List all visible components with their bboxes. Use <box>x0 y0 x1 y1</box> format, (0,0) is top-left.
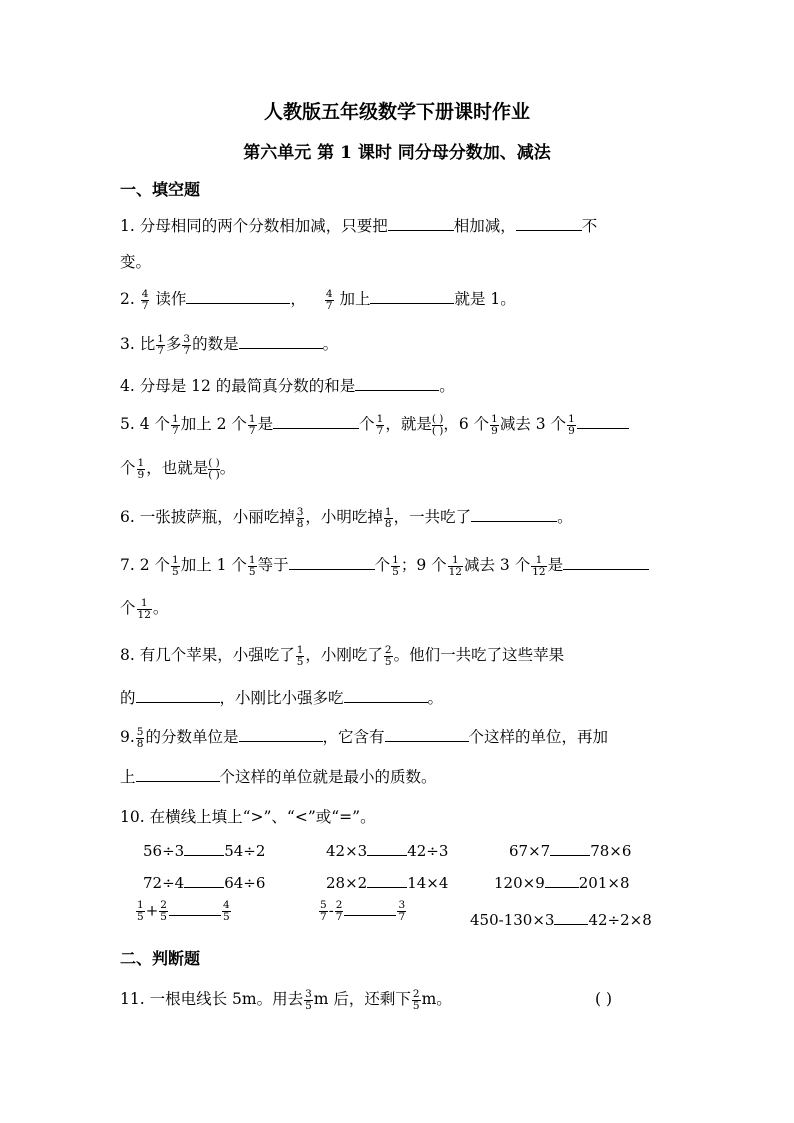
q10-blank-9[interactable] <box>554 909 588 925</box>
question-1-line2: 变。 <box>120 253 152 271</box>
q3-fraction-2: $\frac{3}{7}$ <box>183 332 191 357</box>
question-4: 4. 分母是 12 的最简真分数的和是 。 <box>120 377 455 395</box>
q11-fraction-1: $\frac{3}{5}$ <box>305 987 312 1012</box>
q2-blank-2[interactable] <box>370 288 454 304</box>
q1-text-b: 相加减， <box>453 217 516 235</box>
q10-blank-2[interactable] <box>367 840 407 856</box>
q2-blank-1[interactable] <box>186 288 290 304</box>
q8-blank-1[interactable] <box>136 687 220 703</box>
q2-number: 2. <box>120 290 135 308</box>
q6-fraction-2: $\frac{1}{8}$ <box>384 505 392 530</box>
q7-fraction-4: $\frac{1}{12}$ <box>448 553 462 578</box>
q2-fraction-2: $\frac{4}{7}$ <box>325 287 333 312</box>
q7-fraction-6: $\frac{1}{12}$ <box>137 596 151 621</box>
question-3: 3. 比 $\frac{1}{7}$ 多 $\frac{3}{7}$ 的数是 。 <box>120 332 339 357</box>
q10-compare-1-2: 42×3 42÷3 <box>326 842 449 860</box>
question-2: 2. $\frac{4}{7}$ 读作 ， $\frac{4}{7}$ 加上 就是 1。 <box>120 287 516 312</box>
q10-compare-2-2: 28×2 14×4 <box>326 874 449 892</box>
q5-fraction-4: $\frac{1}{9}$ <box>491 412 498 437</box>
page-subtitle: 第六单元 第 1 课时 同分母分数加、减法 <box>243 143 551 163</box>
q2-fraction-1: $\frac{4}{7}$ <box>141 287 149 312</box>
q6-blank[interactable] <box>471 506 557 522</box>
q7-blank-1[interactable] <box>289 554 375 570</box>
question-8-line2: 的 ，小刚比小强多吃 。 <box>120 689 444 707</box>
question-5-line1: 5. 4 个 $\frac{1}{7}$ 加上 2 个 $\frac{1}{7}$ 是 个 $\frac{1}{7}$ ，就是 ( ) ( ) ，6 个 $\frac{1}{9}$ 减去 3 个 $\frac{1}{9}$ <box>120 412 629 437</box>
q6-fraction-1: $\frac{3}{8}$ <box>296 505 304 530</box>
q1-text-c: 不 <box>581 217 598 235</box>
q11-fraction-2: $\frac{2}{5}$ <box>412 987 420 1012</box>
page-title: 人教版五年级数学下册课时作业 <box>263 101 530 123</box>
q10-compare-3-3: 450-130×3 42÷2×8 <box>470 911 652 929</box>
q5-fraction-2: $\frac{1}{7}$ <box>248 412 256 437</box>
q11-answer-paren[interactable]: ( ) <box>595 990 613 1008</box>
q5-blank-1[interactable] <box>273 413 359 429</box>
q10-blank-4[interactable] <box>184 872 224 888</box>
q10-compare-3-1: $\frac{1}{5}$ + $\frac{2}{5}$ $\frac{4}{5}$ <box>137 899 230 923</box>
q4-blank[interactable] <box>355 375 439 391</box>
q10-blank-5[interactable] <box>367 872 407 888</box>
q5-fraction-6: $\frac{1}{9}$ <box>137 456 145 481</box>
q10-compare-1-1: 56÷3 54÷2 <box>143 842 266 860</box>
q7-fraction-2: $\frac{1}{5}$ <box>248 553 256 578</box>
q7-fraction-1: $\frac{1}{5}$ <box>172 553 179 578</box>
q5-fraction-1: $\frac{1}{7}$ <box>172 412 179 437</box>
q3-fraction-1: $\frac{1}{7}$ <box>157 332 164 357</box>
question-1-line1 <box>120 214 597 236</box>
question-8-line1: 8. 有几个苹果，小强吃了 $\frac{1}{5}$ ，小刚吃了 $\frac{2}{5}$ 。他们一共吃了这些苹果 <box>120 643 565 668</box>
q1-blank-1[interactable] <box>388 215 454 231</box>
q9-blank-3[interactable] <box>136 766 220 782</box>
section-true-false: 二、判断题 <box>120 949 201 968</box>
question-10: 10. 在横线上填上“>”、“<”或“=”。 <box>120 808 376 826</box>
question-9-line2: 上 个这样的单位就是最小的质数。 <box>120 768 437 786</box>
q10-blank-3[interactable] <box>550 840 590 856</box>
q5-paren-fraction-1[interactable]: ( ) ( ) <box>431 412 444 437</box>
q3-blank[interactable] <box>239 333 323 349</box>
q5-fraction-3: $\frac{1}{7}$ <box>376 412 384 437</box>
question-5-line2: 个 $\frac{1}{9}$ ，也就是 ( ) ( ) 。 <box>120 456 236 481</box>
q10-blank-7[interactable] <box>169 903 221 916</box>
question-9-line1: 9. $\frac{5}{8}$ 的分数单位是 ，它含有 个这样的单位，再加 <box>120 725 609 750</box>
q9-blank-2[interactable] <box>385 726 469 742</box>
question-7-line1: 7. 2 个 $\frac{1}{5}$ 加上 1 个 $\frac{1}{5}$ 等于 个 $\frac{1}{5}$ ；9 个 $\frac{1}{12}$ 减去 3 个 $\frac{1}{12}$ 是 <box>120 553 649 578</box>
q8-blank-2[interactable] <box>344 687 428 703</box>
q5-blank-2[interactable] <box>577 413 629 429</box>
question-11: 11. 一根电线长 5m。用去 $\frac{3}{5}$ m 后，还剩下 $\frac{2}{5}$ m。 <box>120 987 452 1012</box>
q10-compare-3-2: $\frac{5}{7}$ - $\frac{2}{7}$ $\frac{3}{7}$ <box>320 899 406 923</box>
q9-fraction: $\frac{5}{8}$ <box>136 725 144 750</box>
q5-paren-fraction-2[interactable]: ( ) ( ) <box>208 456 220 481</box>
q10-compare-2-3: 120×9 201×8 <box>494 874 630 892</box>
q9-blank-1[interactable] <box>239 726 323 742</box>
q10-blank-8[interactable] <box>344 903 396 916</box>
q10-blank-6[interactable] <box>545 872 579 888</box>
q10-compare-1-3: 67×7 78×6 <box>509 842 632 860</box>
q7-blank-2[interactable] <box>563 554 649 570</box>
q10-blank-1[interactable] <box>184 840 224 856</box>
q8-fraction-1: $\frac{1}{5}$ <box>296 643 304 668</box>
q2-text-read: 读作 <box>155 290 187 308</box>
q8-fraction-2: $\frac{2}{5}$ <box>384 643 392 668</box>
question-7-line2: 个 $\frac{1}{12}$ 。 <box>120 596 169 621</box>
q1-blank-2[interactable] <box>516 215 582 231</box>
question-6: 6. 一张披萨瓶，小丽吃掉 $\frac{3}{8}$ ，小明吃掉 $\frac{1}{8}$ ，一共吃了 。 <box>120 505 573 530</box>
section-fill-blank: 一、填空题 <box>120 180 201 199</box>
q1-text-a: 1. 分母相同的两个分数相加减，只要把 <box>120 217 388 235</box>
q7-fraction-5: $\frac{1}{12}$ <box>532 553 546 578</box>
q10-compare-2-1: 72÷4 64÷6 <box>143 874 266 892</box>
q7-fraction-3: $\frac{1}{5}$ <box>392 553 399 578</box>
q5-fraction-5: $\frac{1}{9}$ <box>568 412 575 437</box>
